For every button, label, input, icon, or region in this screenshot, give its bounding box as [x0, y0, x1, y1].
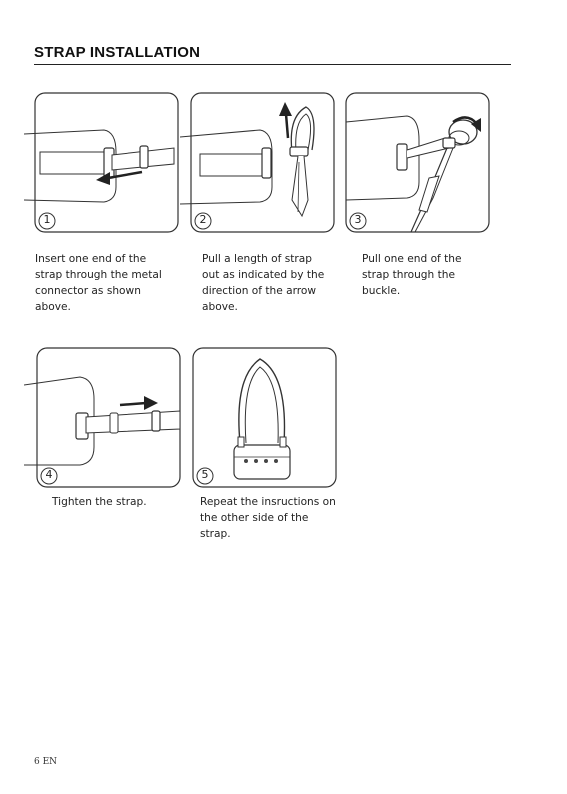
step-1-text: Insert one end of the strap through the metal connector as shown above.: [35, 253, 162, 313]
step-1-illustration: [24, 92, 180, 234]
step-5-illustration: [192, 347, 338, 489]
step-1-number: 1: [43, 213, 51, 226]
step-4-text: Tighten the strap.: [52, 496, 147, 508]
step-4-number: 4: [45, 468, 53, 481]
step-3-text: Pull one end of the strap through the buckle.: [362, 253, 462, 297]
step-5-number: 5: [201, 468, 209, 481]
step-2-text: Pull a length of strap out as indicated by the direction of the arrow above.: [202, 253, 325, 313]
step-2-number: 2: [199, 213, 207, 226]
step-5-text: Repeat the insructions on the other side of the strap.: [200, 496, 336, 540]
step-2-illustration: [180, 92, 336, 234]
step-4-illustration: [24, 347, 182, 489]
title-rule: [34, 64, 511, 65]
step-3-number: 3: [354, 213, 362, 226]
page-title: STRAP INSTALLATION: [34, 44, 201, 61]
page-number: 6 EN: [34, 757, 58, 767]
step-3-illustration: [335, 92, 491, 234]
